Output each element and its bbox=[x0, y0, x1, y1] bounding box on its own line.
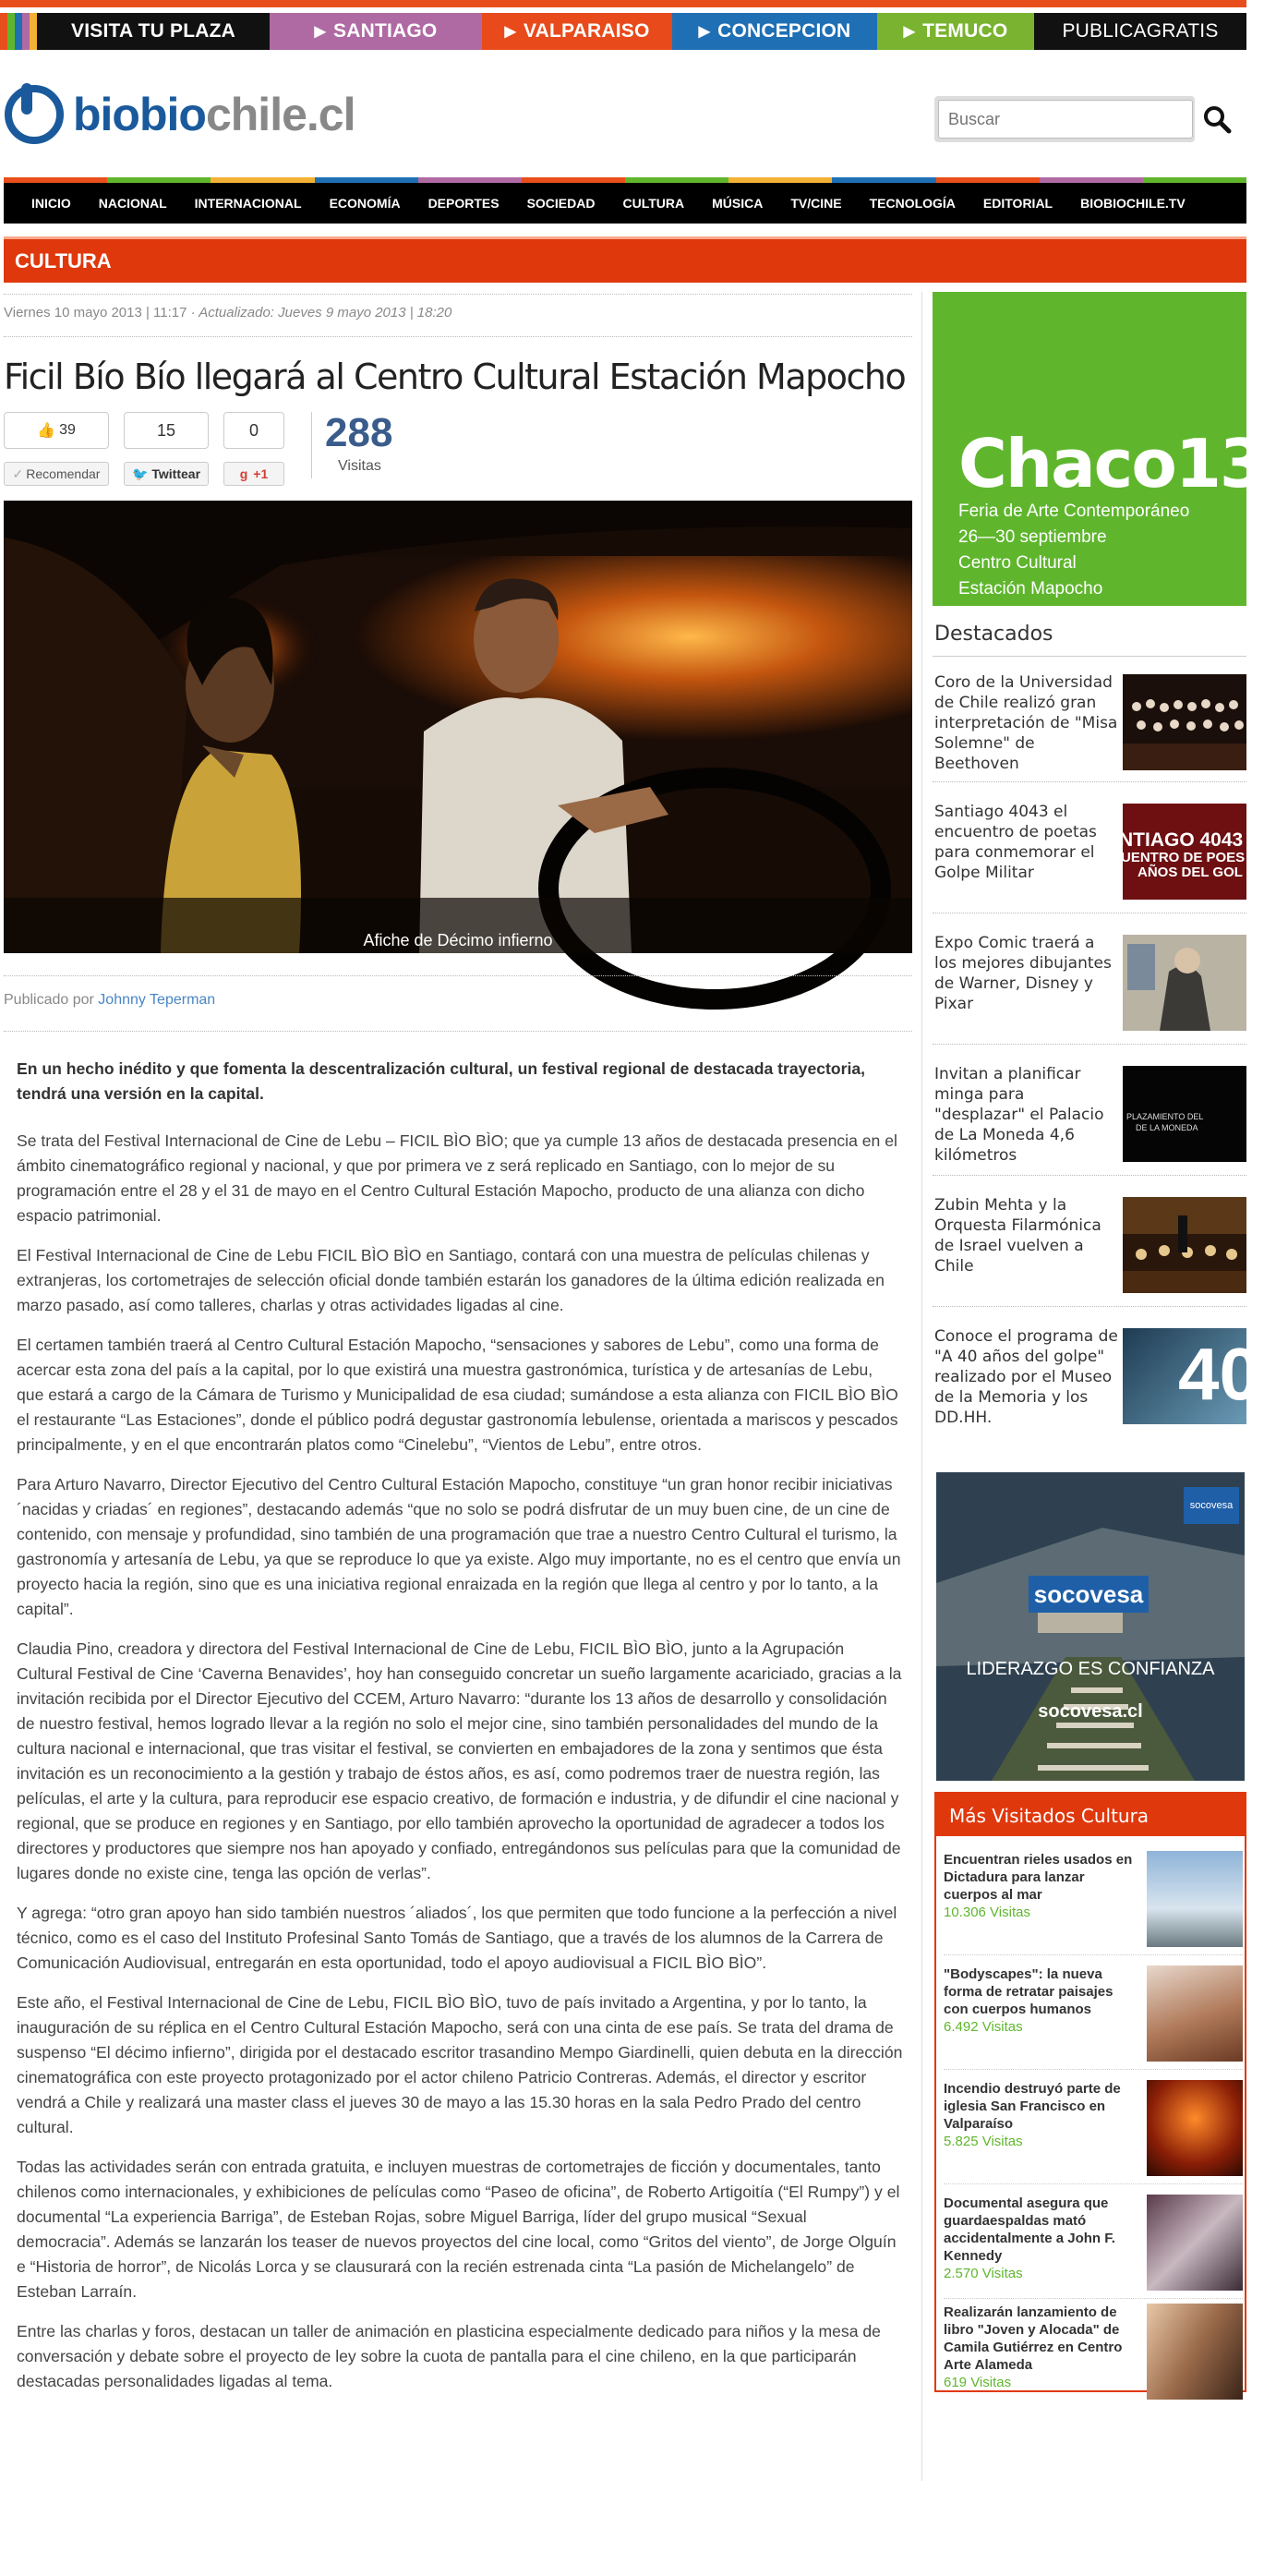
ad-logo: socovesa bbox=[1029, 1576, 1149, 1613]
gplus-count: 0 bbox=[223, 412, 284, 449]
city-link-temuco[interactable]: ▶ TEMUCO bbox=[877, 13, 1034, 50]
divider bbox=[4, 1031, 912, 1032]
mas-visitado-thumb bbox=[1147, 2304, 1243, 2400]
nav-item-tecnologia[interactable]: TECNOLOGÍA bbox=[869, 196, 956, 211]
destacado-item[interactable] bbox=[934, 1195, 1246, 1297]
article-paragraph: Se trata del Festival Internacional de Cine de Lebu – FICIL BÌO BÌO; que ya cumple 13 años de destacada presencia en el ámbito cinematográfico regional y nacional, y que por primera ve z será replicado en Santiago, con lo mejor de su programación entre el 28 y el 31 de mayo en el Centro Cultural Estación Mapocho, producto de una alianza con dicho espacio patrimonial. bbox=[17, 1131, 897, 1225]
section-title-bar[interactable]: CULTURA bbox=[4, 236, 1246, 283]
destacado-thumb bbox=[1123, 1197, 1246, 1293]
destacado-thumb: PLAZAMIENTO DEL DE LA MONEDA bbox=[1123, 1066, 1246, 1162]
author-link[interactable]: Johnny Teperman bbox=[98, 992, 216, 1008]
socovesa-ad[interactable] bbox=[936, 1472, 1245, 1781]
logo-text: biobiochile.cl bbox=[73, 89, 355, 140]
mas-visitado-text: Realizarán lanzamiento de libro "Joven y Alocada" de Camila Gutiérrez en Centro Arte Alameda 619 Visitas bbox=[944, 2304, 1123, 2390]
article-dateline: Viernes 10 mayo 2013 | 11:17 · Actualizado: Jueves 9 mayo 2013 | 18:20 bbox=[4, 305, 452, 320]
chaco13-ad[interactable] bbox=[933, 292, 1264, 606]
destacado-thumb: 40 bbox=[1123, 1328, 1246, 1424]
mas-visitado-text: Encuentran rieles usados en Dictadura para lanzar cuerpos al mar 10.306 Visitas bbox=[944, 1852, 1133, 1920]
divider bbox=[933, 1044, 1246, 1045]
twitter-bird-icon: 🐦 bbox=[131, 466, 149, 481]
divider bbox=[933, 1175, 1246, 1176]
mas-visitado-item[interactable] bbox=[944, 2080, 1243, 2182]
nav-item-musica[interactable]: MÚSICA bbox=[712, 196, 764, 211]
visita-tu-plaza-label: VISITA TU PLAZA bbox=[71, 20, 235, 42]
mas-visitado-thumb bbox=[1147, 2195, 1243, 2291]
divider bbox=[944, 2298, 1243, 2299]
mas-visitado-item[interactable] bbox=[944, 1851, 1243, 1953]
nav-item-economia[interactable]: ECONOMÍA bbox=[329, 196, 401, 211]
ad-line: 26—30 septiembre bbox=[958, 527, 1107, 547]
mas-visitado-thumb bbox=[1147, 1965, 1243, 2062]
destacado-thumb bbox=[1123, 674, 1246, 770]
mas-visitado-item[interactable] bbox=[944, 2195, 1243, 2296]
article-paragraph: Claudia Pino, creadora y directora del Festival Internacional de Cine de Lebu, FICIL BÌO BÌO, junto a la Agrupación Cultural Festival de Cine ‘Caverna Benavides’, hoy han conseguido concretar un sueño largamente acariciado, gracias a la invitación recibida por el Director Ejecutivo del CCEM, Arturo Navarro: “durante los 13 años de desarrollo y consolidación de nuestro festival, hemos logrado llevar a la región no solo el mejor cine, sino también personalidades del mundo de la cultura nacional e internacional, que tras visitar el festival, se convierten en embajadores de la zona y sentimos que ésta invitación es un reconocimiento a la gestión y trabajo de éstos años, es así, como podremos traer de nuestra región, las películas, el arte y la cultura, para reproducir ese espacio creativo, de formación e industria, y de difundir el cine nacional y regional, que se produce en regiones y en Santiago, por ello también aprovecho la oportunidad de agradecer a todos los directores y productores que siempre nos han apoyado y confiado, entregándonos sus películas para que la comunidad de lugares donde no existe cine, tenga las opción de verlas”. bbox=[17, 1639, 902, 1882]
tweet-button[interactable]: 🐦 Twittear bbox=[124, 462, 209, 486]
destacado-title: Zubin Mehta y la Orquesta Filarmónica de Israel vuelven a Chile bbox=[934, 1196, 1101, 1276]
divider bbox=[933, 1306, 1246, 1307]
ad-badge: socovesa bbox=[1184, 1487, 1239, 1524]
destacado-item[interactable] bbox=[934, 933, 1246, 1034]
nav-item-cultura[interactable]: CULTURA bbox=[622, 196, 685, 211]
city-link-santiago[interactable]: ▶ SANTIAGO bbox=[270, 13, 482, 50]
article-photo bbox=[4, 501, 912, 953]
mas-visitado-thumb bbox=[1147, 2080, 1243, 2176]
plaza-bar bbox=[0, 13, 1246, 50]
destacado-title: Conoce el programa de "A 40 años del golpe" realizado por el Museo de la Memoria y los DD.HH. bbox=[934, 1327, 1118, 1427]
destacado-item[interactable] bbox=[934, 1064, 1246, 1166]
divider bbox=[4, 336, 912, 337]
photo-caption: Afiche de Décimo infierno bbox=[363, 931, 553, 949]
article-paragraph: Y agrega: “otro gran apoyo han sido también nuestros ´aliados´, los que permiten que todo funcione a la perfección a nivel técnico, como es el caso del Instituto Profesinal Santo Tomás de Santiago, que a través de los alumnos de la Carrera de Comunicación Audiovisual, entregarán en esta oportunidad, todo el apoyo audiovisual a FICIL BÌO BÌO”. bbox=[17, 1904, 897, 1972]
divider bbox=[944, 1954, 1243, 1955]
search-box bbox=[934, 96, 1195, 142]
destacado-thumb: NTIAGO 4043 UENTRO DE POES AÑOS DEL GOL bbox=[1123, 804, 1246, 900]
nav-item-sociedad[interactable]: SOCIEDAD bbox=[526, 196, 596, 211]
thumbs-up-icon: 👍 bbox=[37, 423, 56, 439]
gplus-icon: g bbox=[239, 466, 248, 481]
divider bbox=[4, 294, 912, 295]
destacado-title: Coro de la Universidad de Chile realizó gran interpretación de "Misa Solemne" de Beethoven bbox=[934, 673, 1118, 773]
search-input[interactable] bbox=[938, 100, 1193, 139]
nav-item-nacional[interactable]: NACIONAL bbox=[98, 196, 167, 211]
search-button[interactable] bbox=[1191, 96, 1243, 142]
article-paragraph: El certamen también traerá al Centro Cultural Estación Mapocho, “sensaciones y sabores de Lebu”, como una forma de acercar esta zona del país a la capital, por lo que existirá una muestra gastronómica, turística y de artesanías de Lebu, que estará a cargo de la Cámara de Turismo y Municipalidad de esa ciudad; sumándose a esta alianza con FICIL BÌO BÌO el restaurante “Las Estaciones”, donde el público podrá degustar gastronomía lebulense, orientada a mariscos y pescados principalmente, y en el que encontrarán platos como “Cinelebu”, “Vientos de Lebu”, entre otros. bbox=[17, 1336, 898, 1454]
mas-visitado-thumb bbox=[1147, 1851, 1243, 1947]
mas-visitado-item[interactable] bbox=[944, 2304, 1243, 2405]
tweet-count: 15 bbox=[124, 412, 209, 449]
ad-line: Feria de Arte Contemporáneo bbox=[958, 502, 1190, 521]
byline: Publicado por Johnny Teperman bbox=[4, 992, 216, 1008]
mas-visitados-box bbox=[934, 1792, 1246, 2392]
search-icon bbox=[1202, 104, 1232, 134]
ad-line: Estación Mapocho bbox=[958, 579, 1103, 599]
destacado-title: Expo Comic traerá a los mejores dibujantes de Warner, Disney y Pixar bbox=[934, 934, 1112, 1013]
facebook-like-count: 👍 39 bbox=[4, 412, 109, 449]
mas-visitado-item[interactable] bbox=[944, 1965, 1243, 2067]
city-link-concepcion[interactable]: ▶ CONCEPCION bbox=[672, 13, 877, 50]
ad-line: Centro Cultural bbox=[958, 553, 1077, 573]
article-paragraph: Para Arturo Navarro, Director Ejecutivo del Centro Cultural Estación Mapocho, constituye “un gran honor recibir iniciativas ´nacidas y criadas´ en regiones”, destacando además “que no solo se podrá disfrutar de un muy buen cine, de un cine de contenido, con mensaje y profundidad, sino también de una programación que trae a nuestro Centro Cultural el turismo, la gastronomía y artesanía de Lebu, ya que se reproduce lo que ya existe. Algo muy importante, no es el centro que envía un proyecto hacia la región, sino que es una iniciativa regional enraizada en la región que llega al centro y por lo tanto, a la capital”. bbox=[17, 1475, 901, 1618]
main-nav bbox=[4, 183, 1246, 224]
article-paragraph: Todas las actividades serán con entrada gratuita, e incluyen muestras de cortometrajes de ficción y documentales, tanto chilenos como internacionales, y exhibiciones de películas como “Paseo de oficina”, de Roberto Artigoitía (“El Rumpy”) y el documental “La experiencia Barriga”, de Esteban Rojas, sobre Miguel Barriga, líder del grupo musical “Sexual democracia”. Además se lanzarán los teaser de nuevos proyectos del cine local, como “Gritos del viento”, de Jorge Olguín e “Historia de horror”, de Nicolás Lorca y se clausurará con la recién estrenada cinta “La pasión de Michelangelo” de Esteban Larraín. bbox=[17, 2158, 900, 2301]
nav-item-internacional[interactable]: INTERNACIONAL bbox=[194, 196, 302, 211]
destacado-title: Santiago 4043 el encuentro de poetas para conmemorar el Golpe Militar bbox=[934, 803, 1097, 882]
divider bbox=[944, 2183, 1243, 2184]
destacado-item[interactable] bbox=[934, 802, 1246, 903]
visit-count: 288 bbox=[325, 410, 393, 455]
divider bbox=[944, 2069, 1243, 2070]
divider bbox=[933, 656, 1246, 657]
destacado-thumb bbox=[1123, 935, 1246, 1031]
recommend-button[interactable]: ✓ Recomendar bbox=[4, 462, 109, 486]
nav-item-inicio[interactable]: INICIO bbox=[31, 196, 71, 211]
mas-visitados-heading: Más Visitados Cultura bbox=[936, 1794, 1245, 1836]
ad-title: Chaco13 bbox=[958, 425, 1264, 502]
article-body bbox=[17, 1057, 903, 2409]
column-divider bbox=[921, 292, 922, 2481]
top-stripe bbox=[0, 0, 1246, 7]
check-icon: ✓ bbox=[12, 466, 24, 481]
plaza-color-stripes bbox=[0, 13, 37, 50]
article-lead: En un hecho inédito y que fomenta la descentralización cultural, un festival regional de destacada trayectoria, tendrá una versión en la capital. bbox=[17, 1059, 866, 1103]
divider bbox=[4, 975, 912, 976]
article-paragraph: Este año, el Festival Internacional de Cine de Lebu, FICIL BÌO BÌO, tuvo de país invitado a Argentina, y por lo tanto, la inauguración de su réplica en el Centro Cultural Estación Mapocho, será con una cinta de ese país. Se trata del drama de suspenso “El décimo infierno”, dirigida por el destacado escritor trasandino Mempo Giardinelli, quien debuta en la dirección cinematográfica con este proyecto protagonizado por el actor chileno Patricio Contreras. Además, el director y escritor vendrá a Chile y realizará una master class el jueves 30 de mayo a las 15.30 horas en la sala Pedro Prado del centro cultural. bbox=[17, 1993, 903, 2136]
movie-still-illustration bbox=[4, 501, 912, 953]
mas-visitado-text: Documental asegura que guardaespaldas mató accidentalmente a John F. Kennedy 2.570 Visitas bbox=[944, 2195, 1115, 2281]
article-title: Ficil Bío Bío llegará al Centro Cultural Estación Mapocho bbox=[4, 357, 906, 397]
site-logo[interactable] bbox=[5, 85, 355, 144]
ad-url: socovesa.cl bbox=[1038, 1701, 1143, 1722]
city-link-valparaiso[interactable]: ▶ VALPARAISO bbox=[482, 13, 672, 50]
nav-item-biobiochile-tv[interactable]: BIOBIOCHILE.TV bbox=[1080, 196, 1186, 211]
destacado-item[interactable] bbox=[934, 672, 1246, 774]
mas-visitado-text: "Bodyscapes": la nueva forma de retratar paisajes con cuerpos humanos 6.492 Visitas bbox=[944, 1966, 1114, 2035]
mas-visitado-text: Incendio destruyó parte de iglesia San Francisco en Valparaíso 5.825 Visitas bbox=[944, 2081, 1121, 2149]
destacado-title: Invitan a planificar minga para "desplazar" el Palacio de La Moneda 4,6 kilómetros bbox=[934, 1065, 1104, 1165]
divider bbox=[311, 412, 312, 478]
nav-item-deportes[interactable]: DEPORTES bbox=[427, 196, 500, 211]
destacado-item[interactable] bbox=[934, 1326, 1260, 1428]
logo-mark-icon bbox=[5, 85, 64, 144]
gplus-button[interactable]: g +1 bbox=[223, 462, 284, 486]
ad-slogan: LIDERAZGO ES CONFIANZA bbox=[966, 1659, 1215, 1679]
destacados-heading: Destacados bbox=[934, 623, 1053, 646]
article-paragraph: El Festival Internacional de Cine de Lebu FICIL BÌO BÌO en Santiago, contará con una muestra de películas chilenas y extranjeras, los cortometrajes de selección oficial donde también estarán los ganadores de la última edición realizada en marzo pasado, así como talleres, charlas y otras actividades ligadas al cine. bbox=[17, 1246, 885, 1314]
nav-item-tvcine[interactable]: TV/CINE bbox=[790, 196, 842, 211]
visit-label: Visitas bbox=[338, 458, 381, 474]
publicagratis-link[interactable]: PUBLICAGRATIS bbox=[1062, 20, 1219, 42]
nav-item-editorial[interactable]: EDITORIAL bbox=[982, 196, 1053, 211]
divider bbox=[933, 781, 1246, 782]
article-paragraph: Entre las charlas y foros, destacan un taller de animación en plasticina especialmente dedicado para niños y la mesa de conversación y debate sobre el proyecto de ley sobre la cuota de pantalla para el cine chileno, en la que participarán destacadas personalidades ligadas al tema. bbox=[17, 2322, 881, 2390]
